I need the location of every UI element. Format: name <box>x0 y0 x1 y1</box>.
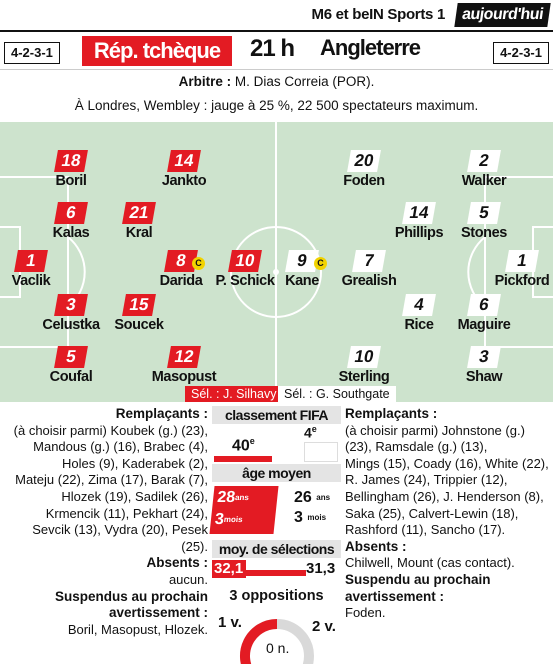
home-info-column <box>3 406 208 638</box>
average-age-title: âge moyen <box>212 464 341 482</box>
player-number: 6 <box>467 294 501 316</box>
player-number: 10 <box>228 250 262 272</box>
home-player-masopust <box>146 346 222 385</box>
h2h-donut <box>236 614 318 664</box>
age-away-box: 26 $^{ans}$ 3 $^{mois}$ <box>294 489 331 526</box>
home-player-soucek <box>101 294 177 333</box>
head-to-head-block <box>212 588 341 664</box>
player-name: Soucek <box>114 317 164 333</box>
age-home-years: 28 <box>216 489 237 506</box>
away-absents: Chilwell, Mount (cas contact). <box>345 555 515 571</box>
home-formation: 4-2-3-1 <box>4 42 60 64</box>
home-player-jankto <box>146 150 222 189</box>
caps-home-bar <box>246 570 306 576</box>
caps-average-block <box>212 540 341 580</box>
home-player-vaclik <box>0 250 69 289</box>
player-name: Rice <box>404 317 434 333</box>
player-name: Boril <box>55 173 87 189</box>
home-player-celustka <box>33 294 109 333</box>
away-subs-line: Rashford (11), Sancho (17). <box>345 522 506 538</box>
away-player-stones <box>446 202 522 241</box>
fifa-home-bar <box>214 456 272 462</box>
captain-badge-home: C <box>192 257 205 270</box>
player-number: 14 <box>402 202 436 224</box>
age-away-months: 3 <box>294 509 303 526</box>
away-player-sterling <box>326 346 402 385</box>
player-number: 4 <box>402 294 436 316</box>
home-subs-line: Hlozek (19), Sadilek (26), <box>61 488 208 504</box>
player-number: 3 <box>54 294 88 316</box>
player-number: 15 <box>122 294 156 316</box>
player-number: 12 <box>167 346 201 368</box>
home-subs-line: Sevcik (13), Vydra (20), Pesek (25). <box>32 522 208 554</box>
player-number: 2 <box>467 150 501 172</box>
player-name: Jankto <box>161 173 207 189</box>
h2h-title: 3 oppositions <box>229 588 324 604</box>
home-absents-title: Absents : <box>146 555 208 571</box>
player-name: Coufal <box>49 369 93 385</box>
caps-average-title: moy. de sélections <box>212 540 341 558</box>
away-player-kane <box>264 250 340 289</box>
away-subs-line: Mings (15), Coady (16), White (22), <box>345 455 549 471</box>
player-name: P. Schick <box>215 273 275 289</box>
away-absents-title: Absents : <box>345 538 407 554</box>
player-number: 5 <box>54 346 88 368</box>
fifa-ranking-block <box>212 406 341 464</box>
home-coach: Sél. : J. Silhavy <box>185 386 282 402</box>
h2h-draws: 0 n. <box>266 640 290 656</box>
today-badge: aujourd'hui <box>454 3 550 27</box>
away-player-shaw <box>446 346 522 385</box>
home-subs-line: Mateju (22), Zima (17), Barak (7), <box>15 472 208 488</box>
home-subs-line: Holes (9), Kaderabek (2), <box>62 455 208 471</box>
referee-name: M. Dias Correia (POR). <box>234 74 375 89</box>
home-player-boril <box>33 150 109 189</box>
player-name: Kalas <box>52 225 90 241</box>
away-subs-line: R. James (24), Trippier (12), <box>345 472 508 488</box>
age-home-months: 3 <box>214 511 225 528</box>
broadcast-channels: M6 et beIN Sports 1 <box>311 6 445 23</box>
away-suspended-title-2: avertissement : <box>345 588 445 604</box>
player-number: 20 <box>347 150 381 172</box>
player-name: Celustka <box>42 317 100 333</box>
home-subs-line: (à choisir parmi) Koubek (g.) (23), <box>13 422 208 438</box>
away-info-column <box>345 406 550 622</box>
player-name: Masopust <box>151 369 217 385</box>
away-subs-title: Remplaçants : <box>345 406 438 421</box>
player-number: 14 <box>167 150 201 172</box>
home-player-coufal <box>33 346 109 385</box>
home-player-kral <box>101 202 177 241</box>
player-name: Vaclik <box>11 273 51 289</box>
home-subs-title: Remplaçants : <box>115 406 208 421</box>
away-formation: 4-2-3-1 <box>493 42 549 64</box>
captain-badge-away: C <box>314 257 327 270</box>
away-subs-line: Bellingham (26), J. Henderson (8), <box>345 488 544 504</box>
home-suspended-title-2: avertissement : <box>108 605 208 621</box>
referee-line <box>0 74 553 89</box>
away-suspended: Foden. <box>345 605 386 621</box>
player-name: Kane <box>285 273 319 289</box>
away-player-foden <box>326 150 402 189</box>
player-number: 1 <box>505 250 539 272</box>
fifa-away-value: 4e <box>304 424 317 441</box>
player-number: 6 <box>54 202 88 224</box>
pitch <box>0 122 553 402</box>
venue-line: À Londres, Wembley : jauge à 25 %, 22 500 spectateurs maximum. <box>74 98 479 113</box>
caps-away-value: 31,3 <box>306 560 336 577</box>
fifa-away-bar <box>304 442 338 462</box>
player-name: Darida <box>159 273 203 289</box>
kickoff-time: 21 h <box>250 35 295 62</box>
player-name: Kral <box>125 225 153 241</box>
home-player-kalas <box>33 202 109 241</box>
player-number: 9 <box>285 250 319 272</box>
player-number: 18 <box>54 150 88 172</box>
player-name: Maguire <box>457 317 511 333</box>
away-player-walker <box>446 150 522 189</box>
player-number: 8 <box>164 250 198 272</box>
away-player-maguire <box>446 294 522 333</box>
h2h-home-wins: 1 v. <box>218 614 242 631</box>
away-subs-line: (à choisir parmi) Johnstone (g.) <box>345 422 525 438</box>
match-header <box>0 30 553 70</box>
home-subs-line: Krmencik (11), Pekhart (24), <box>45 505 208 521</box>
home-absents: aucun. <box>168 571 208 587</box>
h2h-away-wins: 2 v. <box>312 618 336 635</box>
away-subs-line: Saka (25), Calvert-Lewin (18), <box>345 505 519 521</box>
home-team-name: Rép. tchèque <box>82 36 232 66</box>
player-number: 21 <box>122 202 156 224</box>
home-subs-line: Mandous (g.) (16), Brabec (4), <box>33 439 208 455</box>
player-number: 7 <box>352 250 386 272</box>
away-player-grealish <box>331 250 407 289</box>
away-coach: Sél. : G. Southgate <box>278 386 396 402</box>
player-number: 3 <box>467 346 501 368</box>
player-number: 5 <box>467 202 501 224</box>
away-team-name: Angleterre <box>320 35 421 60</box>
player-name: Phillips <box>394 225 444 241</box>
away-subs-line: (23), Ramsdale (g.) (13), <box>345 439 488 455</box>
player-name: Foden <box>343 173 385 189</box>
player-number: 10 <box>347 346 381 368</box>
player-name: Sterling <box>338 369 390 385</box>
away-suspended-title: Suspendu au prochain <box>345 571 491 587</box>
player-number: 1 <box>14 250 48 272</box>
home-suspended-title: Suspendus au prochain <box>54 588 208 604</box>
away-player-pickford <box>484 250 553 289</box>
referee-label: Arbitre : <box>178 74 232 89</box>
fifa-home-value: 40e <box>232 436 255 455</box>
player-name: Stones <box>461 225 507 241</box>
player-name: Grealish <box>341 273 397 289</box>
caps-home-value: 32,1 <box>212 560 246 578</box>
fifa-ranking-title: classement FIFA <box>212 406 341 424</box>
player-name: Pickford <box>494 273 550 289</box>
top-bar <box>0 0 553 30</box>
player-name: Walker <box>461 173 507 189</box>
home-suspended: Boril, Masopust, Hlozek. <box>67 621 208 637</box>
age-home-box: $28^{ans}$ $3^{mois}$ <box>209 486 278 534</box>
age-away-years: 26 <box>294 489 312 506</box>
average-age-block <box>212 464 341 536</box>
player-name: Shaw <box>465 369 503 385</box>
